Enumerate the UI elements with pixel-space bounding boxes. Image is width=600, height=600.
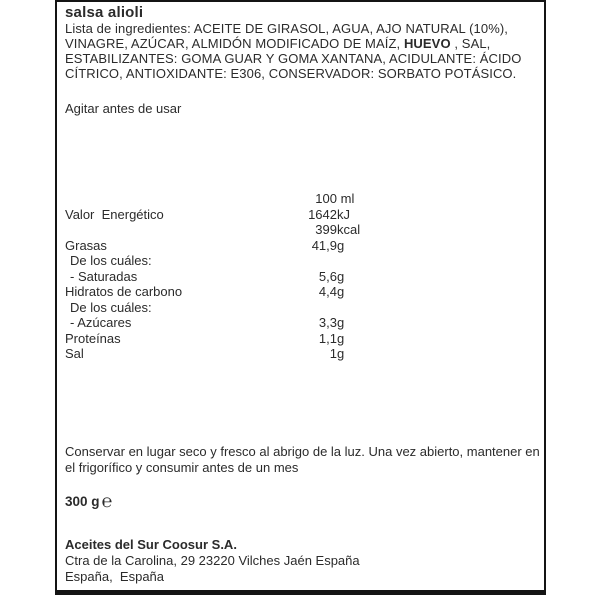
nutrition-value-unit: kcal <box>337 222 361 237</box>
nutrition-value-unit: g <box>337 268 345 284</box>
nutrition-row-label: Sal <box>65 346 84 361</box>
ingredients-text <box>65 22 541 82</box>
manufacturer-address: Ctra de la Carolina, 29 23220 Vilches Jaén España <box>65 553 360 568</box>
nutrition-value-number: 3,3 <box>318 315 337 330</box>
nutrition-value-number: 41,9 <box>311 237 337 253</box>
estimated-sign: ℮ <box>101 491 113 511</box>
nutrition-row-label: Proteínas <box>65 330 121 346</box>
nutrition-row-label: De los cuáles: <box>70 253 152 268</box>
nutrition-value-unit: g <box>337 330 345 346</box>
net-weight-value: 300 g <box>65 494 100 509</box>
nutrition-row-fat <box>65 238 535 254</box>
nutrition-value-unit: g <box>337 237 345 253</box>
nutrition-row-label: - Saturadas <box>70 268 138 284</box>
nutrition-row-energy-kj <box>65 207 535 223</box>
serving-size-number: 100 <box>315 191 337 206</box>
manufacturer-country: España, España <box>65 569 165 584</box>
nutrition-row-label: - Azúcares <box>70 315 132 330</box>
nutrition-value-unit: g <box>337 346 345 361</box>
nutrition-row-label: Grasas <box>65 237 107 253</box>
nutrition-value-unit: kJ <box>337 206 350 222</box>
storage-instruction: Conservar en lugar seco y fresco al abrigo de la luz. Una vez abierto, mantener en el frigorífico y consumir antes de un mes <box>65 444 540 475</box>
nutrition-value-number: 1,1 <box>318 330 337 346</box>
nutrition-row-of-which <box>65 300 535 316</box>
product-title: salsa alioli <box>65 4 144 21</box>
serving-size-unit: ml <box>337 191 355 206</box>
nutrition-row-serving <box>65 191 535 207</box>
nutrition-row-sugars <box>65 315 535 331</box>
product-label <box>55 0 546 595</box>
nutrition-value-unit: g <box>337 315 345 330</box>
nutrition-row-label: De los cuáles: <box>70 299 152 315</box>
ingredients-before-allergen: Lista de ingredientes: ACEITE DE GIRASOL, AGUA, AJO NATURAL (10%), VINAGRE, AZÚCAR, ALMIDÓN MODIFICADO DE MAÍZ, <box>65 21 508 51</box>
nutrition-value-number: 1 <box>329 346 337 361</box>
manufacturer-name: Aceites del Sur Coosur S.A. <box>65 537 237 552</box>
nutrition-row-label: Hidratos de carbono <box>65 284 183 299</box>
nutrition-row-protein <box>65 331 535 347</box>
manufacturer-block <box>65 537 360 585</box>
nutrition-value-number: 399 <box>315 222 337 237</box>
net-weight <box>65 490 112 511</box>
nutrition-row-salt <box>65 346 535 362</box>
nutrition-value-number: 5,6 <box>318 268 337 284</box>
nutrition-row-carbohydrate <box>65 284 535 300</box>
nutrition-value-number: 1642 <box>308 206 337 222</box>
allergen-huevo: HUEVO <box>403 35 451 51</box>
ingredients-after-allergen: , SAL, ESTABILIZANTES: GOMA GUAR Y GOMA XANTANA, ACIDULANTE: ÁCIDO CÍTRICO, ANTIOXIDANTE: E306, CONSERVADOR: SORBATO POTÁSICO. <box>65 35 522 81</box>
nutrition-value-number: 4,4 <box>318 284 337 299</box>
shake-instruction: Agitar antes de usar <box>65 101 182 116</box>
nutrition-row-of-which <box>65 253 535 269</box>
nutrition-value-unit: g <box>337 284 345 299</box>
nutrition-row-energy-kcal <box>65 222 535 238</box>
nutrition-row-saturates <box>65 269 535 285</box>
nutrition-table <box>65 191 535 362</box>
nutrition-row-label: Valor Energético <box>65 206 164 222</box>
